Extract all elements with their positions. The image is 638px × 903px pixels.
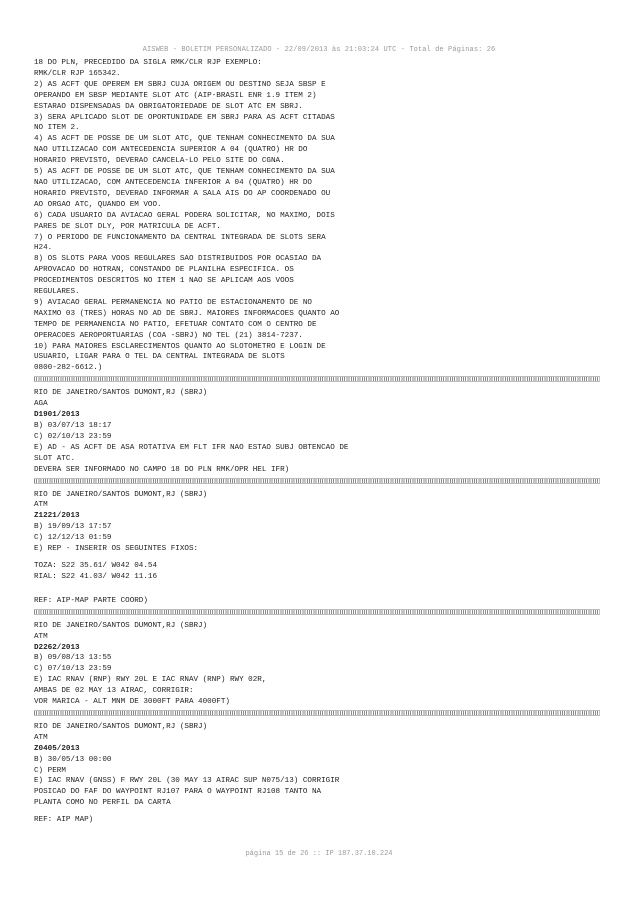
intro-line: USUARIO, LIGAR PARA O TEL DA CENTRAL INTEGRADA DE SLOTS [34,353,285,362]
notam-entry [34,490,600,607]
notam-separator [34,478,600,484]
notam-text-line: VOR MARICA - ALT MNM DE 3000FT PARA 4000FT) [34,698,230,707]
intro-line: PARES DE SLOT DLY, POR MATRICULA DE ACFT. [34,222,221,231]
notam-text-line: E) AD - AS ACFT DE ASA ROTATIVA EM FLT IFR NAO ESTAO SUBJ OBTENCAO DE [34,443,349,452]
notam-end: C) 02/10/13 23:59 [34,432,112,441]
notam-location: RIO DE JANEIRO/SANTOS DUMONT,RJ (SBRJ) [34,722,208,731]
notam-id: Z1221/2013 [34,512,80,521]
notam-end: C) 07/10/13 23:59 [34,665,112,674]
notam-start: B) 09/08/13 13:55 [34,654,112,663]
notam-separator [34,376,600,382]
intro-line: OPERANDO EM SBSP MEDIANTE SLOT ATC (AIP-BRASIL ENR 1.9 ITEM 2) [34,91,317,100]
intro-line: TEMPO DE PERMANENCIA NO PATIO, EFETUAR CONTATO COM O CENTRO DE [34,320,317,329]
intro-line: 3) SERA APLICADO SLOT DE OPORTUNIDADE EM SBRJ PARA AS ACFT CITADAS [34,113,335,122]
notam-location: RIO DE JANEIRO/SANTOS DUMONT,RJ (SBRJ) [34,490,208,499]
intro-line: HORARIO PREVISTO, DEVERAO INFORMAR A SALA AIS DO AP COORDENADO OU [34,189,331,198]
notam-end: C) 12/12/13 01:59 [34,534,112,543]
intro-line: PROCEDIMENTOS DESCRITOS NO ITEM 1 NAO SE APLICAM AOS VOOS [34,277,294,286]
notam-reference: REF: AIP-MAP PARTE COORD) [34,596,148,605]
intro-line: 4) AS ACFT DE POSSE DE UM SLOT ATC, QUE TENHAM CONHECIMENTO DA SUA [34,135,335,144]
notam-text-line: E) IAC RNAV (GNSS) F RWY 20L (30 MAY 13 AIRAC SUP N075/13) CORRIGIR [34,777,340,786]
notam-entry [34,621,600,708]
notam-entry [34,722,600,826]
notam-text-line: DEVERA SER INFORMADO NO CAMPO 18 DO PLN RMK/OPR HEL IFR) [34,465,290,474]
notam-id: D2262/2013 [34,643,80,652]
notam-location: RIO DE JANEIRO/SANTOS DUMONT,RJ (SBRJ) [34,621,208,630]
notam-category: ATM [34,733,48,742]
page-footer: página 15 de 26 :: IP 187.37.10.224 [245,850,393,858]
notam-start: B) 30/05/13 00:00 [34,755,112,764]
intro-line: 18 DO PLN, PRECEDIDO DA SIGLA RMK/CLR RJP EXEMPLO: [34,59,262,67]
intro-line: AO ORGAO ATC, QUANDO EM VOO. [34,200,162,209]
notam-entry [34,388,600,475]
intro-line: ESTARAO DISPENSADAS DA OBRIGATORIEDADE DE SLOT ATC EM SBRJ. [34,102,303,111]
page-header: AISWEB - BOLETIM PERSONALIZADO - 22/09/2013 às 21:03:24 UTC - Total de Páginas: 26 [142,46,496,54]
notam-text-line: AMBAS DE 02 MAY 13 AIRAC, CORRIGIR: [34,687,194,696]
notam-id: Z0405/2013 [34,744,80,753]
notam-text-line: E) IAC RNAV (RNP) RWY 20L E IAC RNAV (RNP) RWY 02R, [34,676,267,685]
intro-text [34,58,600,374]
intro-line: REGULARES. [34,288,80,297]
notam-text-line: E) REP - INSERIR OS SEGUINTES FIXOS: [34,545,199,554]
intro-line: NAO UTILIZACAO COM ANTECEDENCIA SUPERIOR A 04 (QUATRO) HR DO [34,146,308,155]
intro-line: 10) PARA MAIORES ESCLARECIMENTOS QUANTO AO SLOTOMETRO E LOGIN DE [34,342,326,351]
notam-text-line: SLOT ATC. [34,454,76,463]
notam-id: D1901/2013 [34,411,80,420]
notam-end: C) PERM [34,766,66,775]
notam-category: ATM [34,501,48,510]
notam-coordinate-line: TOZA: S22 35.61/ W042 04.54 [34,561,158,570]
bulletin-content [34,58,600,826]
notam-reference: REF: AIP MAP) [34,816,94,825]
notam-coordinate-line: RIAL: S22 41.03/ W042 11.16 [34,572,158,581]
intro-line: 8) OS SLOTS PARA VOOS REGULARES SAO DISTRIBUIDOS POR OCASIAO DA [34,255,322,264]
intro-line: 2) AS ACFT QUE OPEREM EM SBRJ CUJA ORIGEM OU DESTINO SEJA SBSP E [34,80,326,89]
intro-line: MAXIMO 03 (TRES) HORAS NO AD DE SBRJ. MAIORES INFORMACOES QUANTO AO [34,309,340,318]
intro-line: 6) CADA USUARIO DA AVIACAO GERAL PODERA SOLICITAR, NO MAXIMO, DOIS [34,211,335,220]
notam-text-line: POSICAO DO FAF DO WAYPOINT RJ107 PARA O WAYPOINT RJ108 TANTO NA [34,788,322,797]
intro-line: RMK/CLR RJP 165342. [34,69,121,78]
intro-line: H24. [34,244,53,253]
notam-list [34,376,600,826]
intro-line: 5) AS ACFT DE POSSE DE UM SLOT ATC, QUE TENHAM CONHECIMENTO DA SUA [34,168,335,177]
intro-line: OPERACOES AEROPORTUARIAS (COA -SBRJ) NO TEL (21) 3814-7237. [34,331,303,340]
notam-category: AGA [34,400,48,409]
intro-line: APROVACAO DO HOTRAN, CONSTANDO DE PLANILHA ESPECIFICA. OS [34,266,294,275]
notam-location: RIO DE JANEIRO/SANTOS DUMONT,RJ (SBRJ) [34,389,208,398]
notam-separator [34,609,600,615]
intro-line: NAO UTILIZACAO, COM ANTECEDENCIA INFERIOR A 04 (QUATRO) HR DO [34,178,312,187]
intro-line: 9) AVIACAO GERAL PERMANENCIA NO PATIO DE ESTACIONAMENTO DE NO [34,298,312,307]
notam-start: B) 19/09/13 17:57 [34,523,112,532]
notam-text-line: PLANTA COMO NO PERFIL DA CARTA [34,799,171,808]
intro-line: 0800-282-6612.) [34,364,103,373]
intro-line: NO ITEM 2. [34,124,80,133]
spacer [34,583,600,596]
notam-start: B) 03/07/13 18:17 [34,422,112,430]
notam-category: ATM [34,632,48,641]
intro-line: HORARIO PREVISTO, DEVERAO CANCELA-LO PELO SITE DO CGNA. [34,157,285,166]
notam-separator [34,710,600,716]
intro-line: 7) O PERIODO DE FUNCIONAMENTO DA CENTRAL INTEGRADA DE SLOTS SERA [34,233,326,242]
